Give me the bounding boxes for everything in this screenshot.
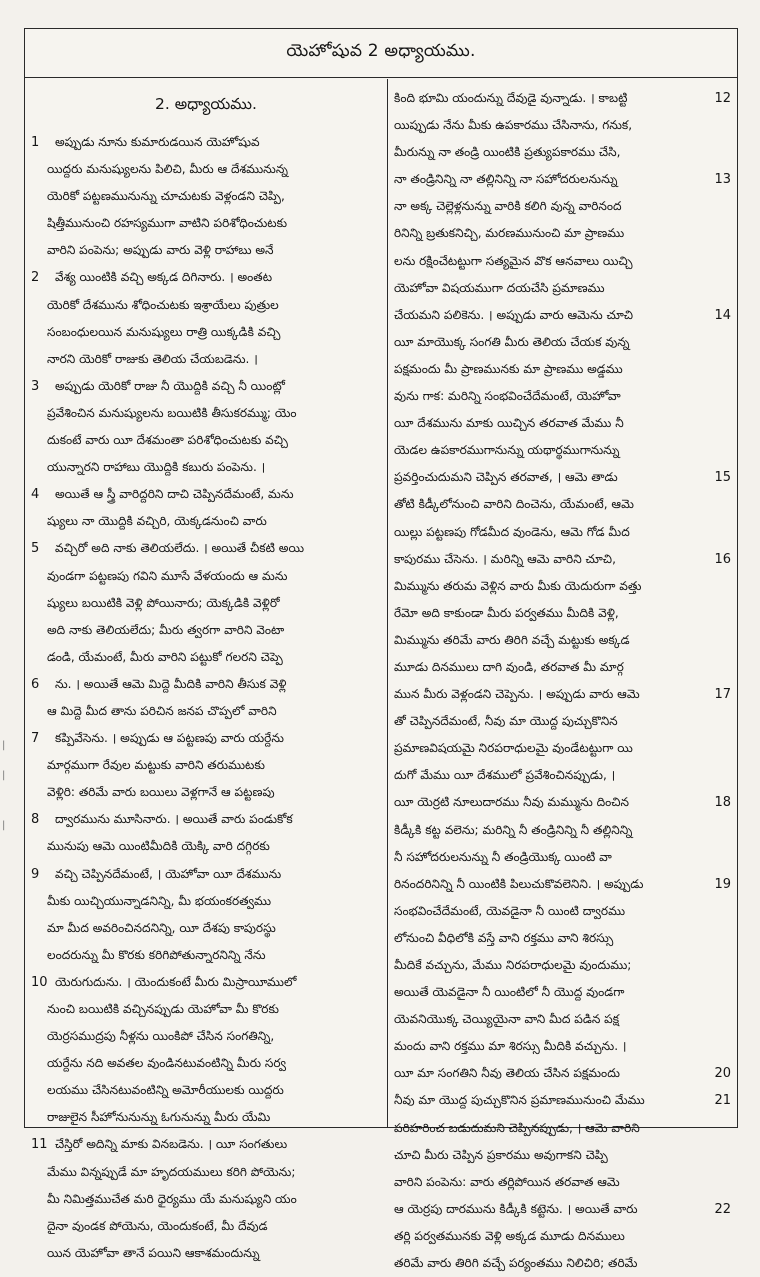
line-text: లయము చేసినటువంటిన్ని అమోరీయులకు యిద్దరు	[47, 1083, 284, 1098]
line-text: కింది భూమి యందున్ను దేవుడై వున్నాడు. । కాబట్టి	[394, 91, 628, 105]
text-line	[394, 952, 733, 979]
text-line	[33, 1159, 379, 1186]
text-line	[394, 220, 733, 247]
text-line	[33, 752, 379, 779]
line-text: పక్షమందు మీ ప్రాణమునకు మా ప్రాణము అడ్డము	[394, 361, 623, 376]
line-text: మున మీరు వెళ్లండని చెప్పెను. । అప్పుడు వారు ఆమె	[394, 687, 640, 702]
line-text: యిల్లు పట్టణపు గోడమీద వుండెను, ఆమె గోడ మీద	[394, 524, 630, 539]
text-line	[394, 898, 733, 925]
line-text: అయితే యెవడైనా నీ యింటిలో నీ యొద్ద వుండగా	[394, 985, 625, 1000]
line-text: యిప్పుడు నేను మీకు ఉపకారము చేసినాను, గనుక,	[394, 118, 633, 133]
page-title: యెహోషువ 2 అధ్యాయము.	[286, 41, 476, 61]
line-text: సంబంధులయిన మనుష్యులు రాత్రి యిక్కడికి వచ్చి	[47, 324, 281, 339]
text-line	[33, 210, 379, 237]
text-line	[33, 833, 379, 860]
text-line	[33, 264, 379, 291]
line-text: యెవనియొక్క చెయ్యియైనా వాని మీద పడిన పక్ష	[394, 1012, 620, 1027]
line-text: చూచి మీరు చెప్పిన ప్రకారము అవుగాకని చెప్పి	[394, 1147, 608, 1162]
text-line	[394, 681, 733, 708]
text-line	[33, 861, 379, 888]
verse-number: 21	[714, 1093, 731, 1109]
text-line	[33, 237, 379, 264]
line-text: మీకు యిచ్చియున్నాడనిన్ని, మీ భయంకరత్వము	[47, 893, 272, 908]
text-line	[394, 302, 733, 329]
verse-number: 3	[31, 378, 40, 394]
line-text: సంభవించేదేమంటే, యెవడైనా నీ యింటి ద్వారము	[394, 903, 626, 918]
line-text: నారని యెరికో రాజుకు తెలియ చేయబడెను. ।	[47, 351, 258, 366]
line-text: వుండగా పట్టణపు గవిని మూసే వేళయందు ఆ మను	[47, 568, 288, 583]
text-line	[33, 563, 379, 590]
text-line	[394, 925, 733, 952]
text-line	[33, 1050, 379, 1077]
text-line	[33, 400, 379, 427]
text-line	[33, 292, 379, 319]
text-line	[394, 1250, 733, 1277]
verse-number: 20	[714, 1066, 731, 1082]
line-text: దుకంటే వారు యీ దేశమంతా పరిశోధించుటకు వచ్చి	[47, 433, 288, 448]
text-line	[33, 1023, 379, 1050]
right-column	[388, 79, 737, 1271]
text-line	[394, 437, 733, 464]
line-text: యీ మా సంగతిని నీవు తెలియ చేసిన పక్షమందు	[394, 1066, 620, 1081]
text-line	[394, 383, 733, 410]
line-text: మూడు దినములు దాగి వుండి, తరవాత మీ మార్గ	[394, 659, 624, 674]
text-line	[394, 1006, 733, 1033]
line-text: మీరున్ను నా తండ్రి యింటికి ప్రత్యుపకారము చేసి,	[394, 145, 621, 160]
line-text: మందు వాని రక్తము మా శిరస్సు మీదికి వచ్చును. ।	[394, 1039, 627, 1054]
verse-number: 19	[714, 876, 731, 892]
text-line	[33, 508, 379, 535]
verse-number: 1	[31, 135, 40, 150]
gutter-mark: |	[2, 820, 6, 831]
text-line	[394, 1115, 733, 1142]
text-line	[394, 627, 733, 654]
line-text: యర్దేను నది అవతల వుండినటువంటిన్ని మీరు సర్వ	[47, 1056, 287, 1071]
verse-number: 16	[714, 551, 731, 567]
line-text: వును గాక: మరిన్ని సంభవించేదేమంటే, యెహోవా	[394, 389, 621, 404]
text-line	[33, 1186, 379, 1213]
text-line	[394, 491, 733, 518]
text-line	[394, 85, 733, 112]
text-line	[33, 779, 379, 806]
line-text: మేము విన్నప్పుడే మా హృదయములు కరిగి పోయెను;	[47, 1164, 296, 1179]
line-text: మార్గముగా రేవుల మట్టుకు వారిని తరుముటకు	[47, 758, 265, 773]
text-line	[33, 129, 379, 156]
text-line	[33, 644, 379, 671]
line-text: యెహోవా విషయముగా దయచేసి ప్రమాణము	[394, 280, 605, 295]
line-text: లందరున్ను మీ కొరకు కరిగిపోతున్నారనిన్ని నేను	[47, 947, 266, 962]
line-text: వారిని పంపెను; అప్పుడు వారు వెళ్లి రాహాబు అనే	[47, 243, 274, 258]
line-text: మిమ్మును తరుమ వెళ్లిన వారు మీకు యెదురుగా వత్తు	[394, 578, 642, 593]
line-text: వెళ్లిరి: తరిమే వారు బయిలు వెళ్లగానే ఆ పట్టణపు	[47, 785, 275, 800]
line-text: తరిమే వారు తిరిగి వచ్చే పర్యంతము నిలిచిరి; తరిమే	[394, 1256, 638, 1271]
verse-number: 4	[31, 487, 40, 503]
line-text: నీ సహోదరులనున్ను నీ తండ్రియొక్క యింటి వా	[394, 849, 612, 864]
text-line	[394, 356, 733, 383]
left-column	[25, 79, 388, 1260]
verse-number: 2	[31, 270, 40, 286]
line-text: వచ్చి చెప్పినదేమంటే, । యెహోవా యీ దేశమును	[55, 866, 282, 881]
page-gutter	[0, 0, 14, 1153]
text-line	[394, 735, 733, 762]
line-text: నీవు మా యొద్ద పుచ్చుకొనిన ప్రమాణమునుంచి మేము	[394, 1093, 645, 1108]
line-text: చేస్తిరో అదిన్ని మాకు వినబడెను. । యీ సంగతులు	[55, 1137, 288, 1152]
gutter-mark: |	[2, 770, 6, 781]
line-text: యున్నారని రాహాబు యొద్దికి కబురు పంపెను. ।	[47, 460, 266, 475]
line-text: దుగో మేము యీ దేశములో ప్రవేశించినప్పుడు, ।	[394, 768, 616, 783]
text-line	[394, 762, 733, 789]
text-line	[394, 112, 733, 139]
line-text: యిద్దరు మనుష్యులను పిలిచి, మీరు ఆ దేశమునున్న	[47, 162, 288, 177]
line-text: మిమ్మును తరిమే వారు తిరిగి వచ్చే మట్టుకు అక్కడ	[394, 632, 630, 647]
line-text: ప్రవర్తించుదుమని చెప్పిన తరవాత, । ఆమె తాడు	[394, 470, 618, 485]
line-text: నా తండ్రినిన్ని నా తల్లినిన్ని నా సహోదరులనున్ను	[394, 172, 618, 187]
text-line	[394, 519, 733, 546]
gutter-mark: |	[2, 740, 6, 751]
text-line	[33, 373, 379, 400]
line-text: షిత్తీమునుంచి రహస్యముగా వాటిని పరిశోధించుటకు	[47, 216, 288, 231]
line-text: నా అక్క చెల్లెళ్లనున్ను వారికి కలిగి వున్న వారినంద	[394, 199, 622, 214]
line-text: మా మీద అవరించినదనిన్ని, యీ దేశపు కాపురస్థు	[47, 920, 276, 935]
text-line	[394, 789, 733, 816]
verse-number: 8	[31, 812, 40, 828]
line-text: తర్లి పర్వతమునకు వెళ్లి అక్కడ మూడు దినములు	[394, 1228, 625, 1243]
line-text: తోటి కిడ్కీలోనుంచి వారిని దించెను, యేమంటే, ఆమె	[394, 497, 634, 512]
line-text: తో చెప్పినదేమంటే, నీవు మా యొద్ద పుచ్చుకొనిన	[394, 714, 618, 729]
page-header	[25, 29, 737, 78]
text-line	[33, 969, 379, 996]
text-line	[394, 248, 733, 275]
line-text: ష్యులు బయిటికి వెళ్లి పోయినారు; యెక్కడికి వెళ్లిరో	[47, 595, 280, 610]
line-text: యెరుగుదును. । యెందుకంటే మీరు మిస్రాయీములో	[55, 974, 297, 989]
text-line	[394, 979, 733, 1006]
verse-number: 5	[31, 541, 40, 557]
line-text: ఆ యెర్రపు దారమును కిడ్కీకి కట్టెను. । అయితే వారు	[394, 1201, 638, 1216]
text-line	[33, 183, 379, 210]
text-line	[394, 573, 733, 600]
line-text: ప్రమాణవిషయమై నిరపరాధులమై వుండేటట్టుగా యి	[394, 741, 633, 756]
line-text: పరిహరించ బడుదుమని చెప్పినప్పుడు, । ఆమె వారిని	[394, 1120, 640, 1135]
text-line	[33, 888, 379, 915]
verse-number: 18	[714, 795, 731, 811]
scripture-page	[24, 28, 738, 1271]
text-line	[394, 193, 733, 220]
text-line	[33, 942, 379, 969]
text-line	[394, 1169, 733, 1196]
verse-number: 14	[714, 307, 731, 323]
line-text: రేమో అది కాకుండా మీరు పర్వతము మీదికి వెళ్లి,	[394, 605, 619, 620]
text-line	[33, 915, 379, 942]
text-line	[394, 139, 733, 166]
text-line	[33, 346, 379, 373]
line-text: దైనా వుండక పోయెను, యెందుకంటే, మీ దేవుడ	[47, 1218, 268, 1233]
text-line	[394, 275, 733, 302]
line-text: నుంచి బయిటికి వచ్చినప్పుడు యెహోవా మీ కొరకు	[47, 1002, 279, 1016]
line-text: కిడ్కీకి కట్ట వలెను; మరిన్ని నీ తండ్రినిన్ని నీ తల్లినిన్ని	[394, 822, 633, 837]
text-line	[33, 454, 379, 481]
text-line	[33, 319, 379, 346]
verse-number: 13	[714, 172, 731, 188]
line-text: చేయమని పలికెను. । అప్పుడు వారు ఆమెను చూచి	[394, 307, 634, 322]
line-text: యీ యెర్రటి నూలుదారము నీవు మమ్మును దించిన	[394, 795, 630, 810]
text-line	[33, 617, 379, 644]
text-line	[33, 996, 379, 1023]
line-text: లోనుంచి వీధిలోకి వస్తే వాని రక్తము వాని శిరస్సు	[394, 930, 614, 945]
line-text: ను. । అయితే ఆమె మిద్దె మీదికి వారిని తీసుక వెళ్లి	[55, 676, 287, 691]
verse-number: 9	[31, 866, 40, 882]
line-text: మీదికే వచ్చును, మేము నిరపరాధులమై వుందుము;	[394, 958, 632, 972]
line-text: రినందరినిన్ని నీ యింటికి పిలుచుకొవలెనిని. । అప్పుడు	[394, 876, 644, 891]
line-text: డండి, యేమంటే, మీరు వారిని పట్టుకో గలరని చెప్పె	[47, 649, 283, 664]
text-line	[394, 844, 733, 871]
line-text: అయితే ఆ స్త్రీ వారిద్దరిని దాచి చెప్పినదేమంటే, మను	[55, 487, 294, 502]
line-text: వేశ్య యింటికి వచ్చి అక్కడ దిగినారు. । అంతట	[55, 270, 273, 285]
text-line	[394, 1142, 733, 1169]
text-line	[33, 806, 379, 833]
text-line	[33, 698, 379, 725]
text-columns	[25, 79, 737, 1271]
text-line	[33, 1131, 379, 1158]
verse-number: 10	[31, 974, 48, 990]
line-text: కప్పివేసెను. । అప్పుడు ఆ పట్టణపు వారు యర్దేను	[55, 731, 284, 746]
line-text: ష్యులు నా యొద్దికి వచ్చిరి, యెక్కడనుంచి వారు	[47, 514, 267, 529]
line-text: రాజులైన సీహోనునున్ను ఓగునున్ను మీరు యేమి	[47, 1110, 271, 1125]
line-text: యిన యెహోవా తానే పయిని ఆకాశమందున్ను	[47, 1245, 260, 1260]
text-line	[394, 1196, 733, 1223]
text-line	[33, 156, 379, 183]
line-text: ద్వారమును మూసినారు. । అయితే వారు పండుకోక	[55, 812, 293, 827]
line-text: అప్పుడు నూను కుమారుడయిన యెహోషువ	[55, 135, 260, 149]
line-text: రినిన్ని బ్రతుకనిచ్చి, మరణమునుంచి మా ప్రాణము	[394, 226, 625, 241]
text-line	[394, 464, 733, 491]
line-text: లను రక్షించేటట్టుగా సత్యమైన వొక ఆనవాలు యిచ్చి	[394, 253, 633, 268]
text-line	[33, 1213, 379, 1240]
text-line	[394, 600, 733, 627]
chapter-heading: 2. అధ్యాయము.	[155, 95, 257, 113]
text-line	[394, 1087, 733, 1114]
line-text: ఆ మిద్దె మీద తాను పరిచిన జనప చొప్పలో వారిని	[47, 703, 277, 718]
text-line	[394, 546, 733, 573]
line-text: అప్పుడు యెరికో రాజు నీ యొద్దికి వచ్చి నీ యింట్లో	[55, 378, 285, 393]
text-line	[33, 725, 379, 752]
verse-number: 22	[714, 1201, 731, 1217]
text-line	[33, 535, 379, 562]
line-text: ప్రవేశించిన మనుష్యులను బయిటికి తీసుకరమ్ము; యెం	[47, 405, 297, 420]
line-text: యెరికో దేశమును శోధించుటకు ఇశ్రాయేలు పుత్రుల	[47, 297, 279, 312]
verse-number: 6	[31, 676, 40, 692]
text-line	[394, 1223, 733, 1250]
text-line	[394, 817, 733, 844]
text-line	[33, 590, 379, 617]
text-line	[33, 1240, 379, 1267]
line-text: మునుపు ఆమె యింటిమీదికి యెక్కి వారి దగ్గిరకు	[47, 839, 270, 854]
text-line	[394, 871, 733, 898]
text-line	[394, 708, 733, 735]
verse-number: 17	[714, 687, 731, 703]
line-text: యెర్రసముద్రపు నీళ్లను యింకిపో చేసిన సంగతిన్ని,	[47, 1029, 275, 1044]
line-text: వారిని పంపెను: వారు తర్లిపోయిన తరవాత ఆమె	[394, 1174, 620, 1189]
line-text: యీ దేశమును మాకు యిచ్చిన తరవాత మేము నీ	[394, 416, 624, 431]
text-line	[33, 1077, 379, 1104]
verse-number: 15	[714, 470, 731, 486]
line-text: యెరికో పట్టణమునున్ను చూచుటకు వెళ్లండని చెప్పి,	[47, 189, 285, 204]
text-line	[394, 410, 733, 437]
line-text: యీ మాయొక్క సంగతి మీరు తెలియ చేయక వున్న	[394, 334, 630, 349]
line-text: అది నాకు తెలియలేదు; మీరు త్వరగా వారిని వెంటా	[47, 622, 285, 637]
text-line	[394, 166, 733, 193]
verse-number: 12	[714, 91, 731, 106]
line-text: యెడల ఉపకారముగానున్ను యథార్థముగానున్ను	[394, 443, 620, 458]
text-line	[394, 329, 733, 356]
line-text: వచ్చిరో అది నాకు తెలియలేదు. । అయితే చీకటి అయి	[55, 541, 305, 556]
text-line	[33, 671, 379, 698]
verse-number: 11	[31, 1137, 48, 1153]
line-text: కాపురము చేసెను. । మరిన్ని ఆమె వారిని చూచి,	[394, 551, 616, 566]
text-line	[394, 1033, 733, 1060]
line-text: మీ నిమిత్తముచేత మరి ధైర్యము యే మనుష్యుని యం	[47, 1191, 297, 1206]
text-line	[33, 481, 379, 508]
text-line	[33, 1104, 379, 1131]
text-line	[394, 1060, 733, 1087]
text-line	[33, 427, 379, 454]
verse-number: 7	[31, 731, 40, 747]
text-line	[394, 654, 733, 681]
